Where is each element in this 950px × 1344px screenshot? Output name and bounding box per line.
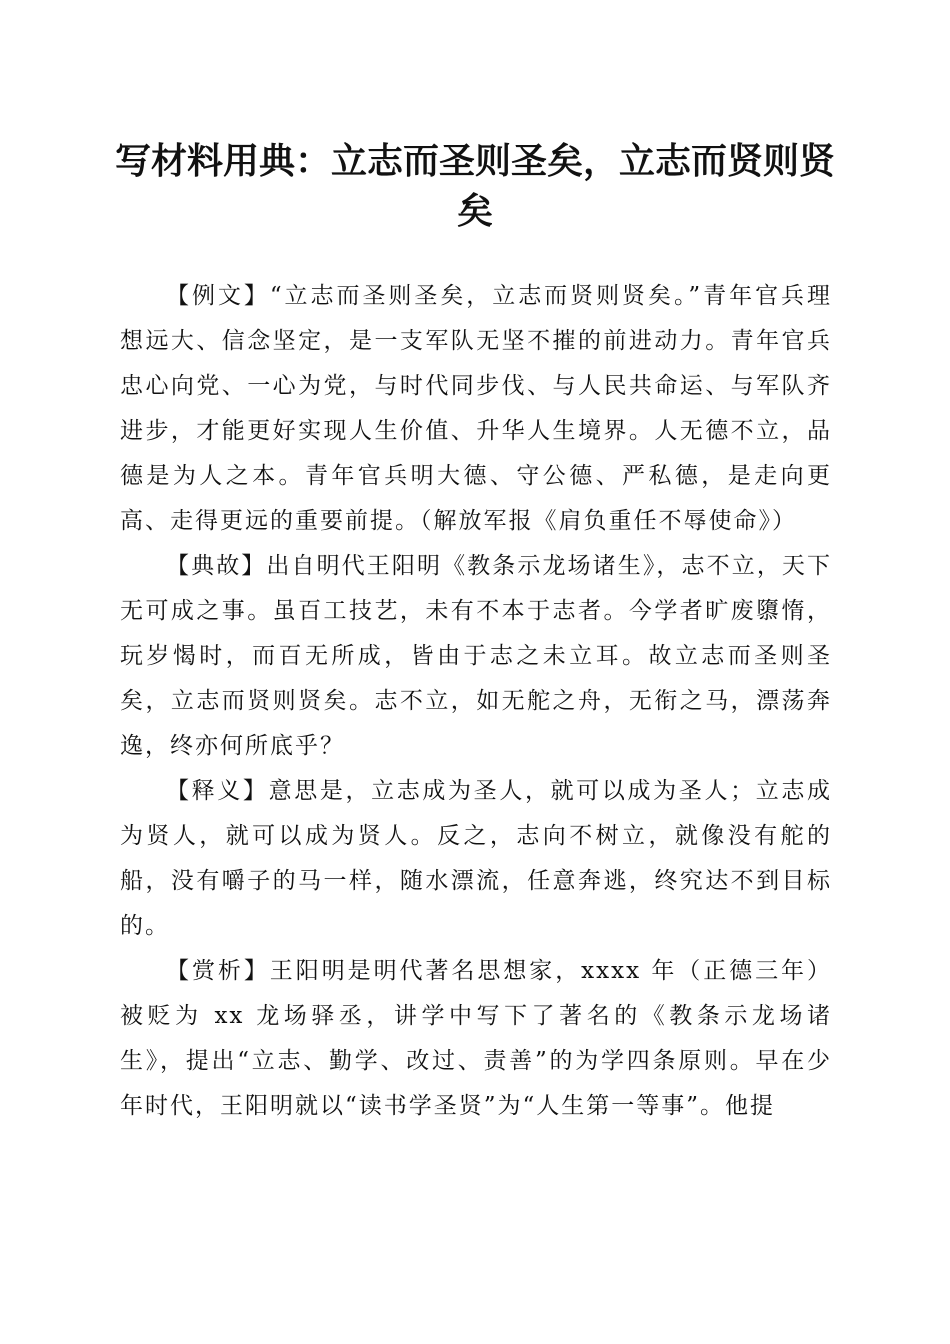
document-body bbox=[120, 274, 832, 1129]
paragraph-example bbox=[120, 274, 832, 544]
paragraph-label: 【典故】 bbox=[166, 553, 267, 579]
paragraph-appreciation bbox=[120, 949, 832, 1129]
paragraph-label: 【例文】 bbox=[166, 283, 270, 309]
paragraph-label: 【赏析】 bbox=[166, 958, 270, 984]
paragraph-allusion bbox=[120, 544, 832, 769]
paragraph-text: 出自明代王阳明《教条示龙场诸生》，志不立，天下无可成之事。虽百工技艺，未有不本于志者。今学者旷废隳惰，玩岁愒时，而百无所成，皆由于志之未立耳。故立志而圣则圣矣，立志而贤则贤矣。志不立，如无舵之舟，无衔之马，漂荡奔逸，终亦何所底乎？ bbox=[120, 553, 833, 759]
paragraph-interpretation bbox=[120, 769, 832, 949]
paragraph-text: 意思是，立志成为圣人，就可以成为圣人；立志成为贤人，就可以成为贤人。反之，志向不树立，就像没有舵的船，没有嚼子的马一样，随水漂流，任意奔逃，终究达不到目标的。 bbox=[120, 778, 833, 939]
paragraph-text: 王阳明是明代著名思想家，xxxx 年（正德三年）被贬为 xx 龙场驿丞，讲学中写下了著名的《教条示龙场诸生》，提出“立志、勤学、改过、责善”的为学四条原则。早在少年时代，王阳明就以“读书学圣贤”为“人生第一等事”。他提 bbox=[120, 958, 832, 1119]
document-title: 写材料用典：立志而圣则圣矣，立志而贤则贤矣 bbox=[114, 140, 835, 232]
paragraph-label: 【释义】 bbox=[166, 778, 269, 804]
paragraph-text: “立志而圣则圣矣，立志而贤则贤矣。”青年官兵理想远大、信念坚定，是一支军队无坚不摧的前进动力。青年官兵忠心向党、一心为党，与时代同步伐、与人民共命运、与军队齐进步，才能更好实现人生价值、升华人生境界。人无德不立，品德是为人之本。青年官兵明大德、守公德、严私德，是走向更高、走得更远的重要前提。（解放军报《肩负重任不辱使命》） bbox=[120, 283, 832, 534]
